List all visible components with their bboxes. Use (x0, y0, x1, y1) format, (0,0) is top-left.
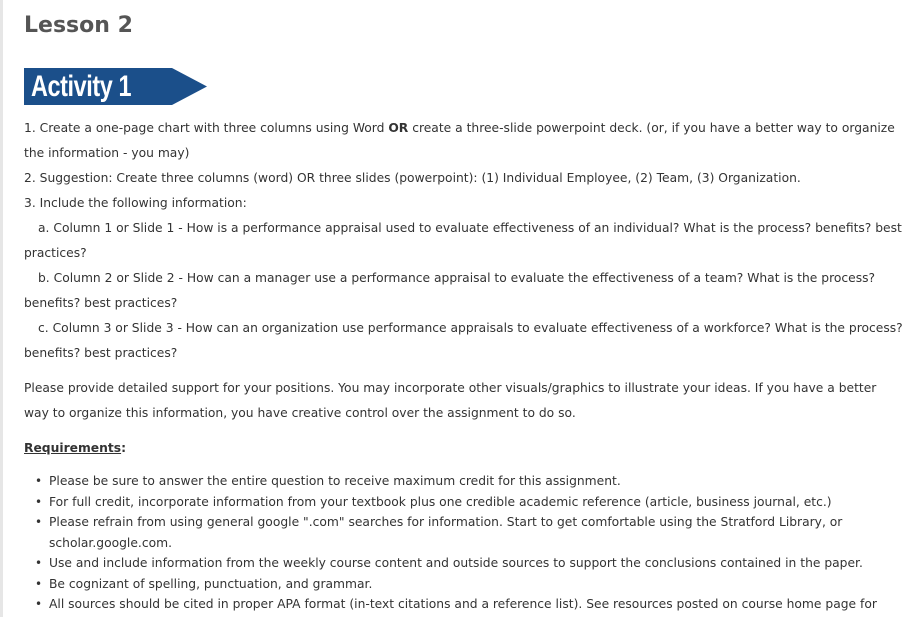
left-border (0, 0, 3, 617)
requirement-item: • For full credit, incorporate information from your textbook plus one credible academic reference (article, business journal, etc.) (24, 492, 904, 513)
requirement-item: • Use and include information from the weekly course content and outside sources to support the conclusions contained in the paper. (24, 553, 904, 574)
requirements-list (24, 471, 904, 615)
lesson-title: Lesson 2 (24, 13, 133, 38)
requirements-heading-text: Requirements (24, 441, 122, 455)
requirement-item: • Please be sure to answer the entire question to receive maximum credit for this assignment. (24, 471, 904, 492)
requirements-heading (24, 436, 126, 461)
requirement-item: • Please refrain from using general google ".com" searches for information. Start to get comfortable using the Stratford Library, or scholar.google.com. (24, 512, 904, 553)
instruction-steps (24, 116, 904, 366)
step-3a: a. Column 1 or Slide 1 - How is a performance appraisal used to evaluate effectiveness of an individual? What is the process? benefits? best practices? (24, 221, 902, 260)
support-paragraph: Please provide detailed support for your positions. You may incorporate other visuals/graphics to illustrate your ideas. If you have a better way to organize this information, you have creative control over the assignment to do so. (24, 381, 877, 420)
step-1-or-emphasis: OR (388, 121, 409, 135)
step-2: 2. Suggestion: Create three columns (word) OR three slides (powerpoint): (1) Individual Employee, (2) Team, (3) Organization. (24, 171, 801, 185)
step-1-text-b: create a three-slide powerpoint deck. (or, if you have a better way to organize the information - you may) (24, 121, 895, 160)
step-3: 3. Include the following information: (24, 196, 247, 210)
requirement-item: • Be cognizant of spelling, punctuation, and grammar. (24, 574, 904, 595)
step-3b: b. Column 2 or Slide 2 - How can a manager use a performance appraisal to evaluate the effectiveness of a team? What is the process? benefits? best practices? (24, 271, 876, 310)
step-1-text-a: 1. Create a one-page chart with three columns using Word (24, 121, 389, 135)
activity-banner (24, 68, 207, 105)
requirement-item: • All sources should be cited in proper APA format (in-text citations and a reference list). See resources posted on course home page for (24, 594, 904, 615)
step-3c: c. Column 3 or Slide 3 - How can an organization use performance appraisals to evaluate effectiveness of a workforce? What is the process? benefits? best practices? (24, 321, 903, 360)
step-1 (24, 116, 904, 166)
activity-title: Activity 1 (31, 70, 132, 103)
requirements-heading-colon: : (121, 441, 127, 455)
